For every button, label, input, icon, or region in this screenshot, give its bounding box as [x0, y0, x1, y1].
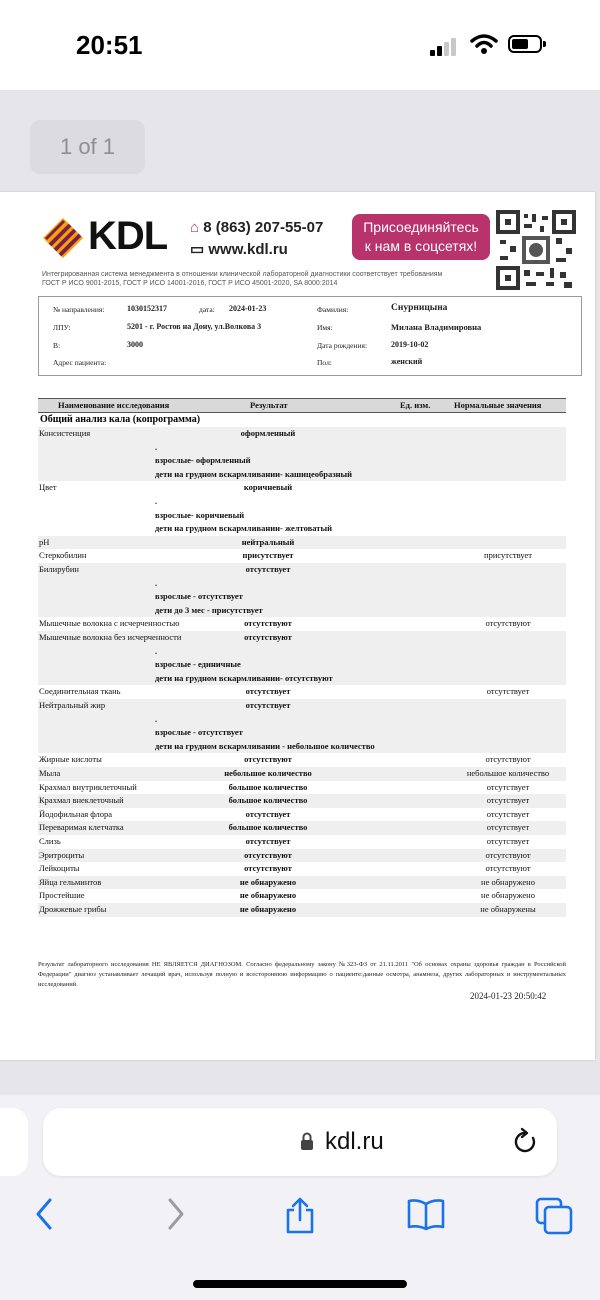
table-row [38, 685, 566, 699]
reference-value: отсутствуют [485, 863, 531, 874]
reference-note: взрослые - отсутствует [155, 727, 243, 738]
reference-value: отсутствуют [485, 754, 531, 765]
brand-name: KDL [88, 214, 168, 258]
test-name: Дрожжевые грибы [39, 904, 107, 914]
status-time: 20:51 [76, 30, 143, 60]
table-row [38, 753, 566, 767]
table-row [38, 767, 566, 781]
wifi-icon [470, 33, 498, 55]
back-icon[interactable] [32, 1196, 58, 1232]
reference-note: взрослые- оформленный [155, 455, 251, 466]
test-name: Крахмал внеклеточный [39, 795, 124, 806]
test-result: отсутствует [245, 686, 291, 697]
referral-number: 1030152317 [127, 304, 167, 313]
test-name: Стеркобилин [39, 550, 87, 561]
b-value: 3000 [127, 340, 143, 349]
phone-icon: ⌂ [190, 219, 200, 236]
test-result: оформленный [240, 428, 296, 438]
reference-note: дети на грудном вскармливании- желтоватый [155, 523, 332, 534]
test-result: отсутствуют [244, 632, 292, 642]
test-result: большое количество [228, 795, 308, 806]
test-name: Билирубин [39, 564, 79, 574]
test-name: Нейтральный жир [39, 700, 106, 710]
test-result: отсутствуют [244, 863, 292, 874]
test-result: отсутствуют [244, 754, 292, 765]
table-row [38, 481, 566, 535]
table-row [38, 862, 566, 876]
test-name: Лейкоциты [39, 863, 80, 874]
page-counter: 1 of 1 [30, 120, 145, 174]
test-name: Мышечные волокна с исчерченностью [39, 618, 180, 629]
test-result: коричневый [243, 482, 293, 493]
certification-note: Интегрированная система менеджмента в отношении клинической лабораторной диагностики соответствует требованиям ГОСТ Р ИСО 9001-2015, ГОСТ Р ИСО 14001-2016, ГОСТ Р ИСО 45001-2020, SA 8000:2014 [42, 271, 443, 287]
test-name: Йодофильная флора [39, 808, 113, 819]
table-row [38, 876, 566, 890]
reference-note: дети на грудном вскармливании- кашицеобразный [155, 468, 353, 479]
reference-value: не обнаружено [481, 890, 535, 901]
disclaimer-text: Результат лабораторного исследования НЕ ЯВЛЯЕТСЯ ДИАГНОЗОМ. Согласно федеральному закону №323-ФЗ от 21.11.2011 "Об основах охраны здоровья граждан в Российской Федерации" диагноз устанавливает лечащий врач, используя полную и всестороннюю информацию о пациенте:данные осмотра, анамнеза, других лабораторных и инструментальных исследований. [38, 961, 566, 988]
table-row [38, 903, 566, 917]
test-name: Соединительная ткань [39, 686, 121, 697]
reference-note: . [155, 495, 158, 506]
forward-icon[interactable] [162, 1196, 188, 1232]
reference-note: взрослые - единичные [155, 659, 241, 670]
test-name: Простейшие [39, 890, 85, 901]
test-result: не обнаружено [239, 876, 297, 887]
reference-note: . [155, 713, 158, 724]
reference-note: дети на грудном вскармливании - небольшое количество [155, 740, 375, 751]
reference-note: дети на грудном вскармливании- отсутствуют [155, 672, 333, 683]
url-text: kdl.ru [325, 1128, 384, 1155]
test-result: отсутствуют [244, 618, 292, 629]
contact-phone: ⌂ 8 (863) 207-55-07 [190, 219, 324, 236]
reference-note: . [155, 577, 158, 588]
table-row [38, 699, 566, 753]
reference-value: не обнаружено [481, 876, 535, 887]
reference-note: . [155, 441, 158, 452]
test-name: Слизь [39, 836, 61, 846]
test-result: отсутствует [245, 564, 291, 574]
test-result: небольшое количество [224, 768, 312, 778]
test-result: отсутствует [245, 808, 291, 819]
reference-value: небольшое количество [466, 768, 550, 778]
reference-note: взрослые- коричневый [155, 509, 245, 520]
contact-site: ▭ www.kdl.ru [190, 241, 288, 258]
previous-tab-preview[interactable] [0, 1108, 28, 1176]
test-result: отсутствует [245, 836, 291, 846]
patient-dob: 2019-10-02 [391, 340, 429, 349]
table-row [38, 549, 566, 563]
address-bar[interactable] [43, 1108, 557, 1176]
table-row [38, 889, 566, 903]
table-row [38, 794, 566, 808]
home-indicator [193, 1280, 407, 1288]
signal-icon [430, 36, 460, 56]
monitor-icon: ▭ [190, 241, 205, 258]
test-name: Крахмал внутриклеточный [39, 781, 137, 792]
table-row [38, 631, 566, 685]
kdl-logo-icon [42, 217, 84, 259]
patient-name: Милана Владимировна [391, 322, 482, 332]
test-name: Яйца гельминтов [39, 876, 102, 887]
referral-date: 2024-01-23 [229, 304, 267, 313]
patient-sex: женский [391, 357, 423, 366]
test-result: большое количество [228, 822, 308, 833]
reference-value: присутствует [484, 550, 532, 561]
table-row [38, 617, 566, 631]
test-name: Консистенция [39, 428, 91, 438]
table-row [38, 427, 566, 481]
test-result: отсутствует [245, 700, 291, 710]
reference-note: дети до 3 мес - присутствует [155, 604, 263, 615]
tabs-icon[interactable] [534, 1196, 574, 1236]
test-name: Мышечные волокна без исчерченности [39, 632, 182, 642]
reference-value: не обнаружены [480, 904, 536, 914]
battery-icon [508, 35, 542, 53]
share-icon[interactable] [284, 1196, 316, 1236]
reference-value: отсутствуют [485, 618, 531, 629]
lpu-value: 5201 - г. Ростов на Дону, ул.Волкова 3 [127, 322, 262, 331]
table-row [38, 849, 566, 863]
qr-code-icon [496, 210, 576, 290]
reference-note: . [155, 645, 158, 656]
test-result: не обнаружено [239, 904, 297, 914]
test-name: Мыла [39, 768, 61, 778]
reference-value: отсутствует [486, 822, 530, 833]
test-name: Эритроциты [39, 849, 85, 860]
section-title: Общий анализ кала (копрограмма) [40, 414, 201, 425]
reference-value: отсутствует [486, 781, 530, 792]
table-row [38, 808, 566, 822]
bookmarks-icon[interactable] [406, 1196, 446, 1232]
patient-surname: Снурницына [391, 303, 448, 313]
test-name: Переваримая клетчатка [39, 822, 124, 833]
social-promo-banner: Присоединяйтесь к нам в соцсетях! [352, 214, 490, 260]
test-result: нейтральный [241, 536, 295, 547]
test-name: Жирные кислоты [39, 754, 102, 765]
table-row [38, 781, 566, 795]
reference-value: отсутствует [486, 836, 530, 846]
table-row [38, 536, 566, 550]
test-name: pH [39, 536, 50, 547]
reference-value: отсутствуют [485, 849, 531, 860]
table-row [38, 821, 566, 835]
reference-note: взрослые - отсутствует [155, 591, 243, 602]
status-bar [0, 0, 600, 90]
test-result: большое количество [228, 781, 308, 792]
test-name: Цвет [39, 482, 57, 493]
test-result: отсутствуют [244, 849, 292, 860]
reference-value: отсутствует [486, 686, 530, 697]
results-table-header: Наименование исследования Результат Ед. изм. Нормальные значения [38, 398, 566, 413]
report-timestamp: 2024-01-23 20:50:42 [470, 991, 547, 1001]
test-result: не обнаружено [239, 890, 297, 901]
reference-value: отсутствует [486, 808, 530, 819]
reload-icon[interactable] [511, 1126, 539, 1156]
patient-info-box: № направления: 1030152317 дата: 2024-01-23 ЛПУ: 5201 - г. Ростов на Дону, ул.Волкова 3 В: 3000 Адрес пациента: Фамилия: Снурницына Имя: Милана Владимировна Дата рождения: 2019-10-02 Пол: женский [38, 296, 582, 376]
test-result: присутствует [242, 550, 294, 561]
lock-icon [301, 1132, 313, 1150]
reference-value: отсутствует [486, 795, 530, 806]
table-row [38, 835, 566, 849]
table-row [38, 563, 566, 617]
